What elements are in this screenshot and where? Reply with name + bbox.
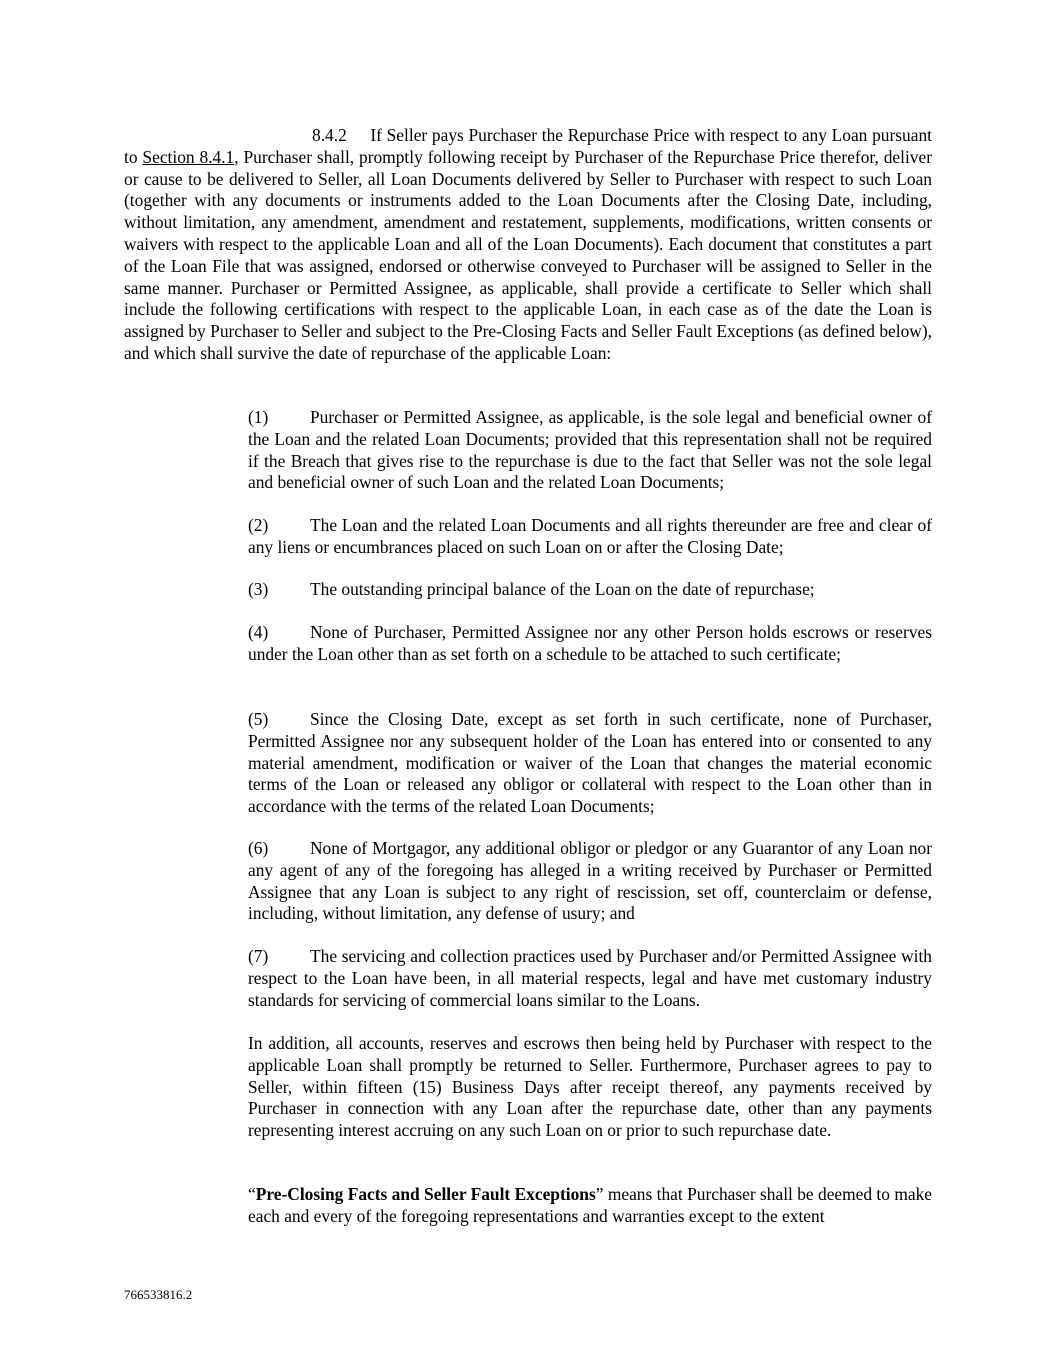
item-text: None of Mortgagor, any additional obligor or pledgor or any Guarantor of any Loan nor any agent of any of the foregoing has alleged in a writing received by Purchaser or Permitted Assignee that any Loan is subject to any right of rescission, set off, counterclaim or defense, including, without limitation, any defense of usury; and	[248, 838, 932, 924]
item-label: (4)	[248, 622, 269, 642]
item-text: The Loan and the related Loan Documents and all rights thereunder are free and clear of any liens or encumbrances placed on such Loan on or after the Closing Date;	[248, 515, 932, 557]
item-label: (1)	[248, 407, 269, 427]
certification-item-6	[248, 838, 932, 925]
certification-item-7	[248, 946, 932, 1011]
certification-item-2	[248, 515, 932, 559]
document-id-footer: 766533816.2	[124, 1287, 193, 1302]
addition-paragraph: In addition, all accounts, reserves and escrows then being held by Purchaser with respect to the applicable Loan shall promptly be returned to Seller. Furthermore, Purchaser agrees to pay to Seller, within fifteen (15) Business Days after receipt thereof, any payments received by Purchaser in connection with any Loan after the repurchase date, other than any payments representing interest accruing on any such Loan on or prior to such repurchase date.	[248, 1033, 932, 1141]
item-label: (2)	[248, 515, 269, 535]
section-number: 8.4.2	[312, 125, 347, 145]
certification-item-5	[248, 709, 932, 818]
item-text: Since the Closing Date, except as set forth in such certificate, none of Purchaser, Permitted Assignee nor any subsequent holder of the Loan has entered into or consented to any material amendment, modification or waiver of the Loan that changes the material economic terms of the Loan or released any obligor or collateral with respect to the Loan other than in accordance with the terms of the related Loan Documents;	[248, 709, 932, 817]
item-text: The outstanding principal balance of the Loan on the date of repurchase;	[310, 579, 815, 599]
item-label: (6)	[248, 838, 269, 858]
item-text: The servicing and collection practices used by Purchaser and/or Permitted Assignee with respect to the Loan have been, in all material respects, legal and have met customary industry standards for servicing of commercial loans similar to the Loans.	[248, 946, 932, 1010]
section-8-4-2-paragraph	[124, 125, 932, 365]
defined-term: Pre-Closing Facts and Seller Fault Exceptions	[255, 1184, 596, 1204]
certification-item-4	[248, 622, 932, 666]
item-label: (3)	[248, 579, 269, 599]
item-text: Purchaser or Permitted Assignee, as applicable, is the sole legal and beneficial owner of the Loan and the related Loan Documents; provided that this representation shall not be required if the Breach that gives rise to the repurchase is due to the fact that Seller was not the sole legal and beneficial owner of such Loan and the related Loan Documents;	[248, 407, 932, 493]
certification-item-3	[248, 579, 932, 601]
section-text-before-reference: If Seller pays Purchaser the Repurchase Price with respect to any Loan pursuant to	[124, 125, 932, 167]
item-label: (7)	[248, 946, 269, 966]
definition-paragraph	[248, 1184, 932, 1228]
definition-open-quote: “	[248, 1184, 256, 1204]
section-text-after-reference: , Purchaser shall, promptly following receipt by Purchaser of the Repurchase Price therefor, deliver or cause to be delivered to Seller, all Loan Documents delivered by Seller to Purchaser with respect to such Loan (together with any documents or instruments added to the Loan Documents after the Closing Date, including, without limitation, any amendment, amendment and restatement, supplements, modifications, written consents or waivers with respect to the applicable Loan and all of the Loan Documents). Each document that constitutes a part of the Loan File that was assigned, endorsed or otherwise conveyed to Purchaser will be assigned to Seller in the same manner. Purchaser or Permitted Assignee, as applicable, shall provide a certificate to Seller which shall include the following certifications with respect to the applicable Loan, in each case as of the date the Loan is assigned by Purchaser to Seller and subject to the Pre-Closing Facts and Seller Fault Exceptions (as defined below), and which shall survive the date of repurchase of the applicable Loan:	[124, 146, 933, 363]
certification-item-1	[248, 407, 932, 494]
item-label: (5)	[248, 709, 269, 729]
section-8-4-1-reference: Section 8.4.1	[142, 146, 235, 167]
item-text: None of Purchaser, Permitted Assignee nor any other Person holds escrows or reserves under the Loan other than as set forth on a schedule to be attached to such certificate;	[248, 622, 932, 664]
definition-text: ” means that Purchaser shall be deemed to make each and every of the foregoing representations and warranties except to the extent	[248, 1184, 932, 1226]
